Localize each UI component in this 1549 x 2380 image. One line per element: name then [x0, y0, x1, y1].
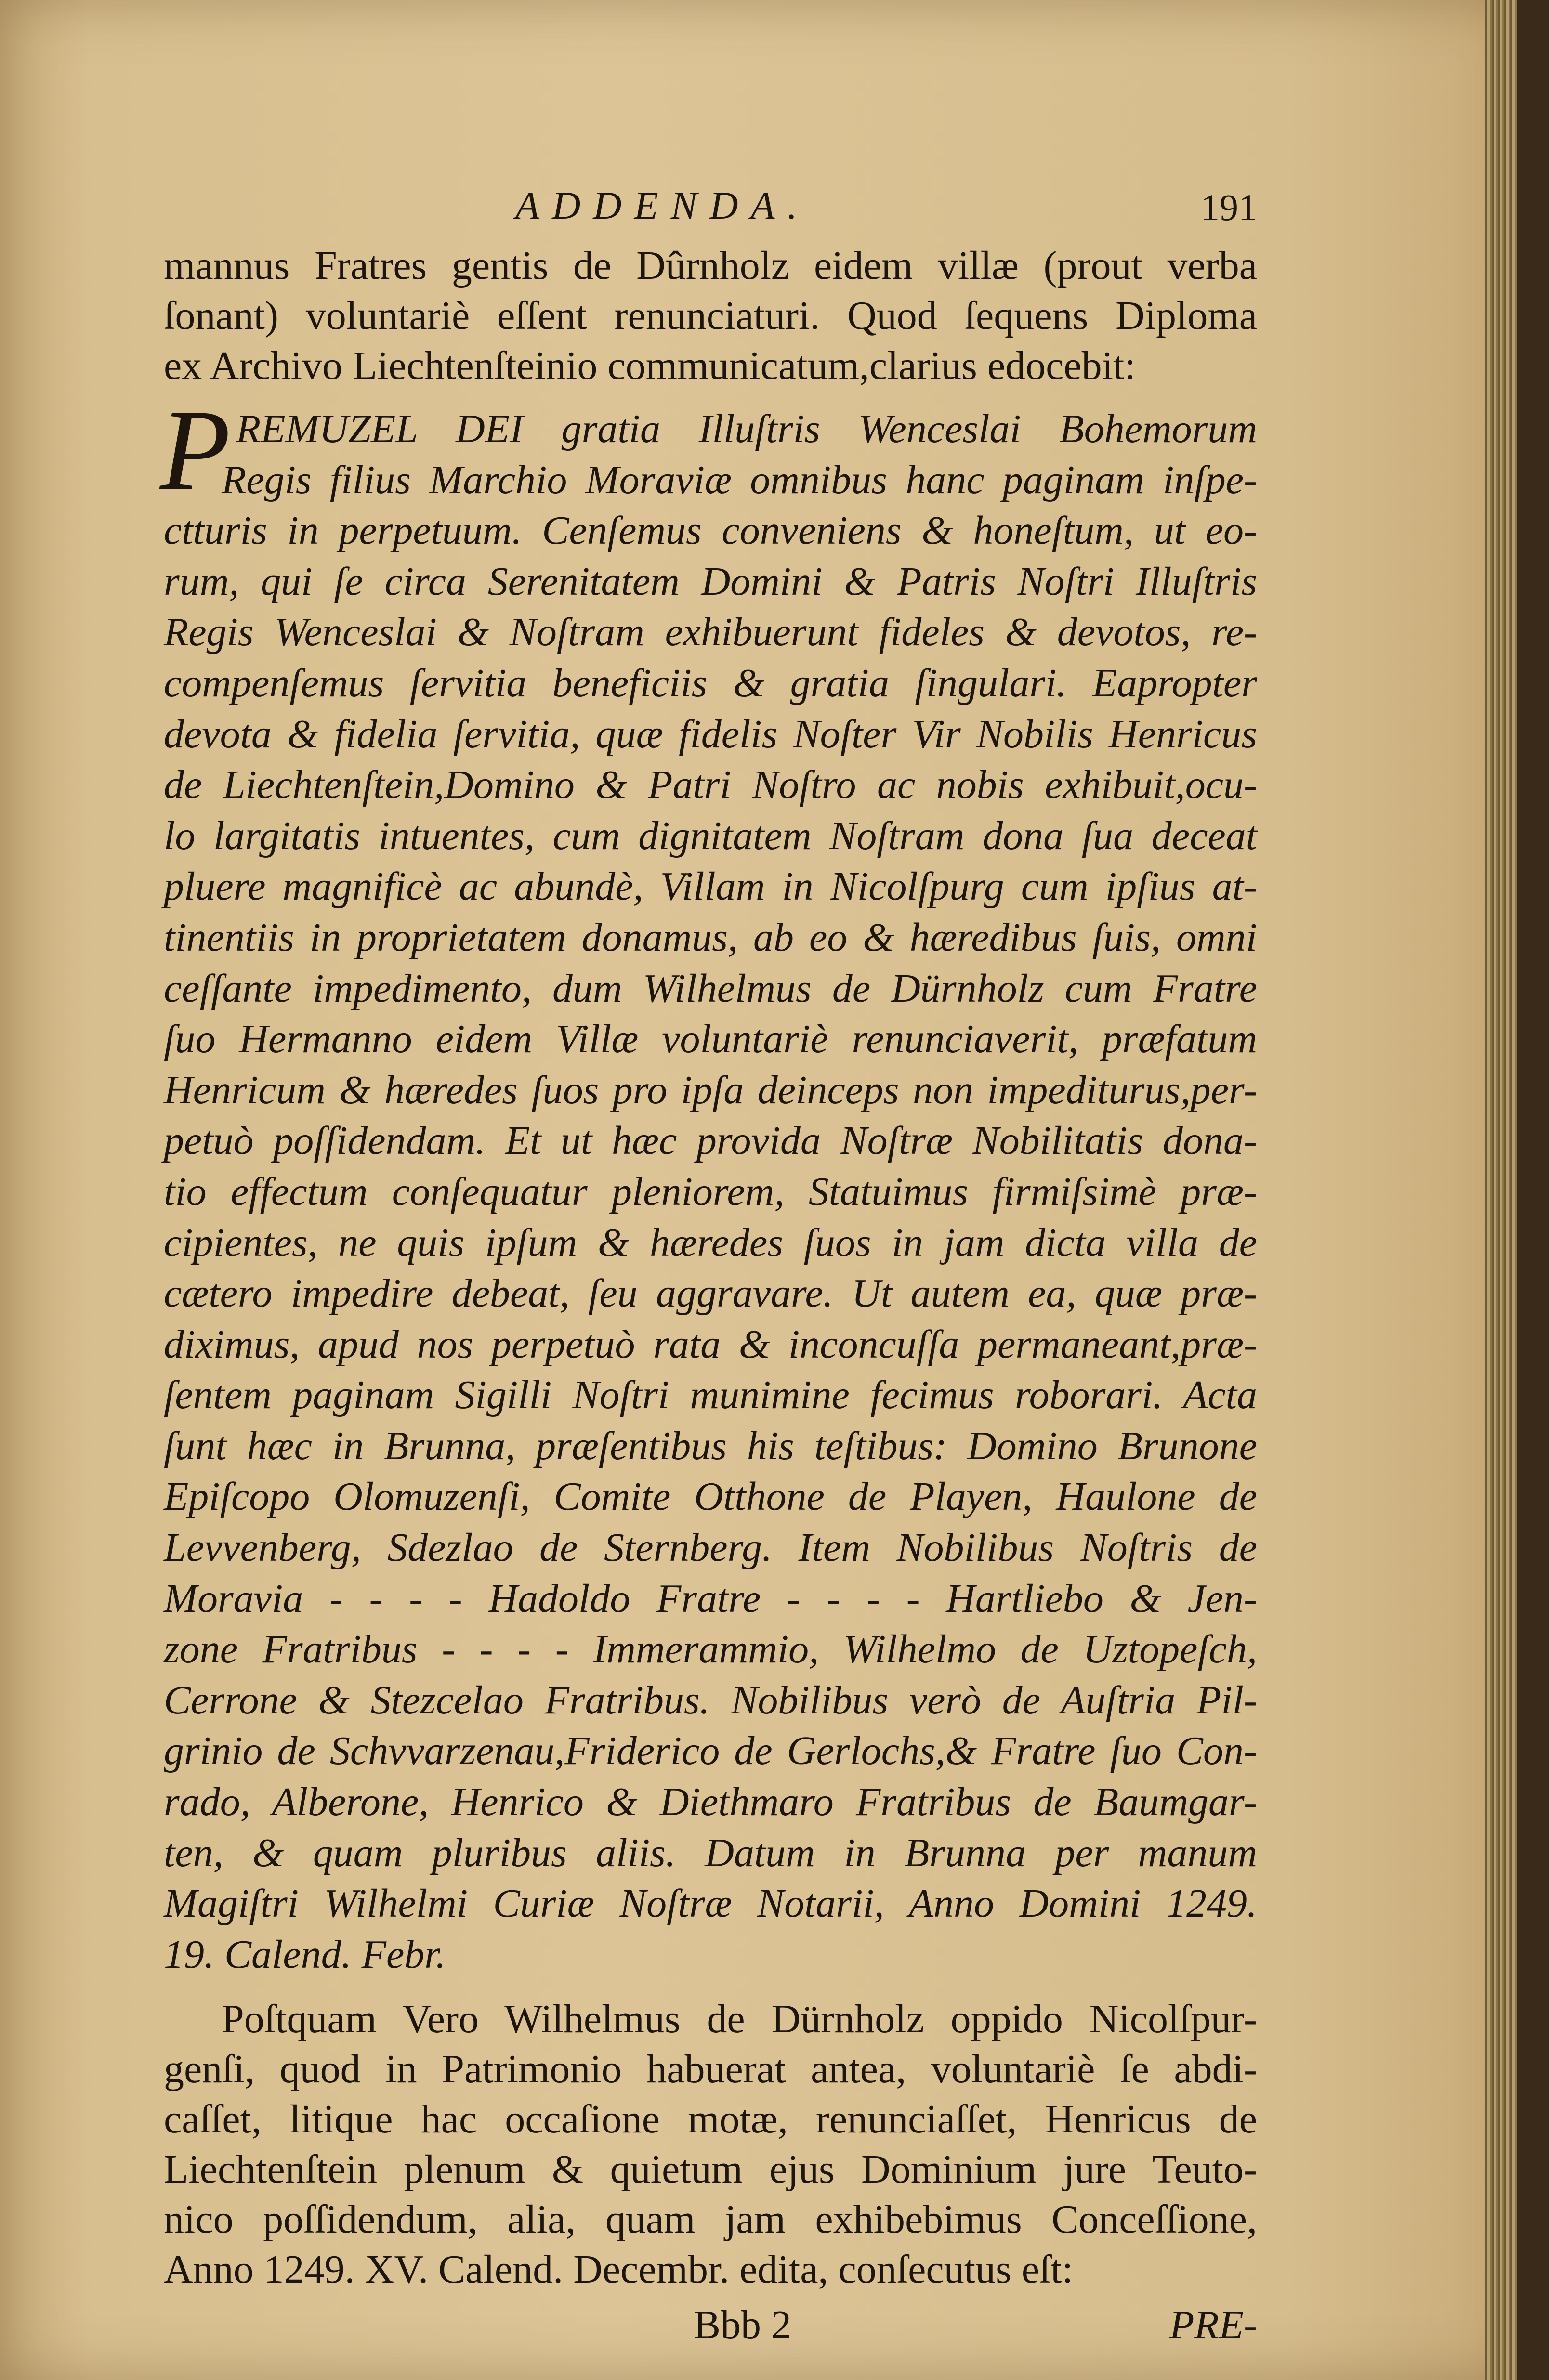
- diploma-line: cætero impedire debeat, ſeu aggravare. Ut autem ea, quæ præ-: [164, 1271, 1257, 1316]
- diploma-line: tio effectum conſequatur pleniorem, Statuimus firmiſsimè præ-: [164, 1169, 1257, 1214]
- text-line: Liechtenſtein plenum & quietum ejus Dominium jure Teuto-: [164, 2147, 1257, 2192]
- page-edge: [1485, 0, 1517, 2380]
- diploma-line: ctturis in perpetuum. Cenſemus conveniens & honeſtum, ut eo-: [164, 508, 1257, 553]
- diploma-line: ſuo Hermanno eidem Villæ voluntariè renunciaverit, præfatum: [164, 1017, 1257, 1062]
- drop-cap: P: [160, 386, 231, 514]
- catchword: PRE-: [1169, 2302, 1257, 2348]
- diploma-line: zone Fratribus - - - - Immerammio, Wilhelmo de Uztopeſch,: [164, 1627, 1257, 1672]
- diploma-line: Levvenberg, Sdezlao de Sternberg. Item Nobilibus Noſtris de: [164, 1525, 1257, 1570]
- diploma-line: ſentem paginam Sigilli Noſtri munimine fecimus roborari. Acta: [164, 1373, 1257, 1418]
- diploma-line: petuò poſſidendam. Et ut hæc provida Noſtræ Nobilitatis dona-: [164, 1118, 1257, 1164]
- diploma-line: rum, qui ſe circa Serenitatem Domini & Patris Noſtri Illuſtris: [164, 559, 1257, 604]
- intro-paragraph: [164, 241, 1257, 391]
- running-head: ADDENDA.: [515, 183, 810, 227]
- text-line: nico poſſidendum, alia, quam jam exhibebimus Conceſſione,: [164, 2197, 1257, 2242]
- diploma-line: grinio de Schvvarzenau,Friderico de Gerlochs,& Fratre ſuo Con-: [164, 1728, 1257, 1774]
- diploma-line: ten, & quam pluribus aliis. Datum in Brunna per manum: [164, 1830, 1257, 1875]
- page-number: 191: [1201, 186, 1257, 228]
- diploma-line: ſunt hæc in Brunna, præſentibus his teſtibus: Domino Brunone: [164, 1423, 1257, 1468]
- diploma-line: cipientes, ne quis ipſum & hæredes ſuos in jam dicta villa de: [164, 1220, 1257, 1265]
- diploma-line: devota & fidelia ſervitia, quæ fidelis Noſter Vir Nobilis Henricus: [164, 711, 1257, 757]
- diploma-line: Epiſcopo Olomuzenſi, Comite Otthone de Playen, Haulone de: [164, 1474, 1257, 1519]
- text-line: caſſet, litique hac occaſione motæ, renunciaſſet, Henricus de: [164, 2097, 1257, 2142]
- diploma-line: de Liechtenſtein,Domino & Patri Noſtro ac nobis exhibuit,ocu-: [164, 762, 1257, 808]
- diploma-line: Henricum & hæredes ſuos pro ipſa deinceps non impediturus,per-: [164, 1067, 1257, 1112]
- text-line: genſi, quod in Patrimonio habuerat antea, voluntariè ſe abdi-: [164, 2047, 1257, 2092]
- text-line: ſonant) voluntariè eſſent renunciaturi. Quod ſequens Diploma: [164, 293, 1257, 338]
- diploma-line: lo largitatis intuentes, cum dignitatem Noſtram dona ſua deceat: [164, 813, 1257, 858]
- text-block: [160, 183, 1257, 2354]
- text-line: ex Archivo Liechtenſteinio communicatum,clarius edocebit:: [164, 343, 1136, 388]
- diploma-text: [160, 386, 1257, 1980]
- text-line: Poſtquam Vero Wilhelmus de Dürnholz oppido Nicolſpur-: [222, 1997, 1257, 2042]
- diploma-line: ceſſante impedimento, dum Wilhelmus de Dürnholz cum Fratre: [164, 966, 1257, 1011]
- diploma-line: pluere magnificè ac abundè, Villam in Nicolſpurg cum ipſius at-: [164, 864, 1257, 909]
- diploma-line: rado, Alberone, Henrico & Diethmaro Fratribus de Baumgar-: [164, 1779, 1257, 1825]
- signature-mark: Bbb 2: [694, 2302, 792, 2348]
- text-line: Anno 1249. XV. Calend. Decembr. edita, conſecutus eſt:: [164, 2247, 1074, 2292]
- diploma-line: Regis filius Marchio Moraviæ omnibus hanc paginam inſpe-: [222, 457, 1257, 502]
- diploma-line: Moravia - - - - Hadoldo Fratre - - - - Hartliebo & Jen-: [164, 1576, 1257, 1621]
- diploma-line: REMUZEL DEI gratia Illuſtris Wenceslai Bohemorum: [236, 406, 1257, 451]
- diploma-line: diximus, apud nos perpetuò rata & inconcuſſa permaneant,præ-: [164, 1321, 1257, 1367]
- diploma-line: Regis Wenceslai & Noſtram exhibuerunt fideles & devotos, re-: [164, 610, 1257, 655]
- diploma-line: Cerrone & Stezcelao Fratribus. Nobilibus verò de Auſtria Pil-: [164, 1677, 1257, 1723]
- closing-paragraph: [164, 1994, 1257, 2295]
- diploma-line: compenſemus ſervitia beneficiis & gratia ſingulari. Eapropter: [164, 660, 1257, 706]
- diploma-line: Magiſtri Wilhelmi Curiæ Noſtræ Notarii, Anno Domini 1249.: [164, 1881, 1257, 1926]
- diploma-line: tinentiis in proprietatem donamus, ab eo & hæredibus ſuis, omni: [164, 915, 1257, 960]
- page-header: [164, 183, 1257, 241]
- text-line: mannus Fratres gentis de Dûrnholz eidem villæ (prout verba: [164, 243, 1257, 288]
- page-footer: [164, 2302, 1257, 2354]
- diploma-line: 19. Calend. Febr.: [164, 1932, 446, 1977]
